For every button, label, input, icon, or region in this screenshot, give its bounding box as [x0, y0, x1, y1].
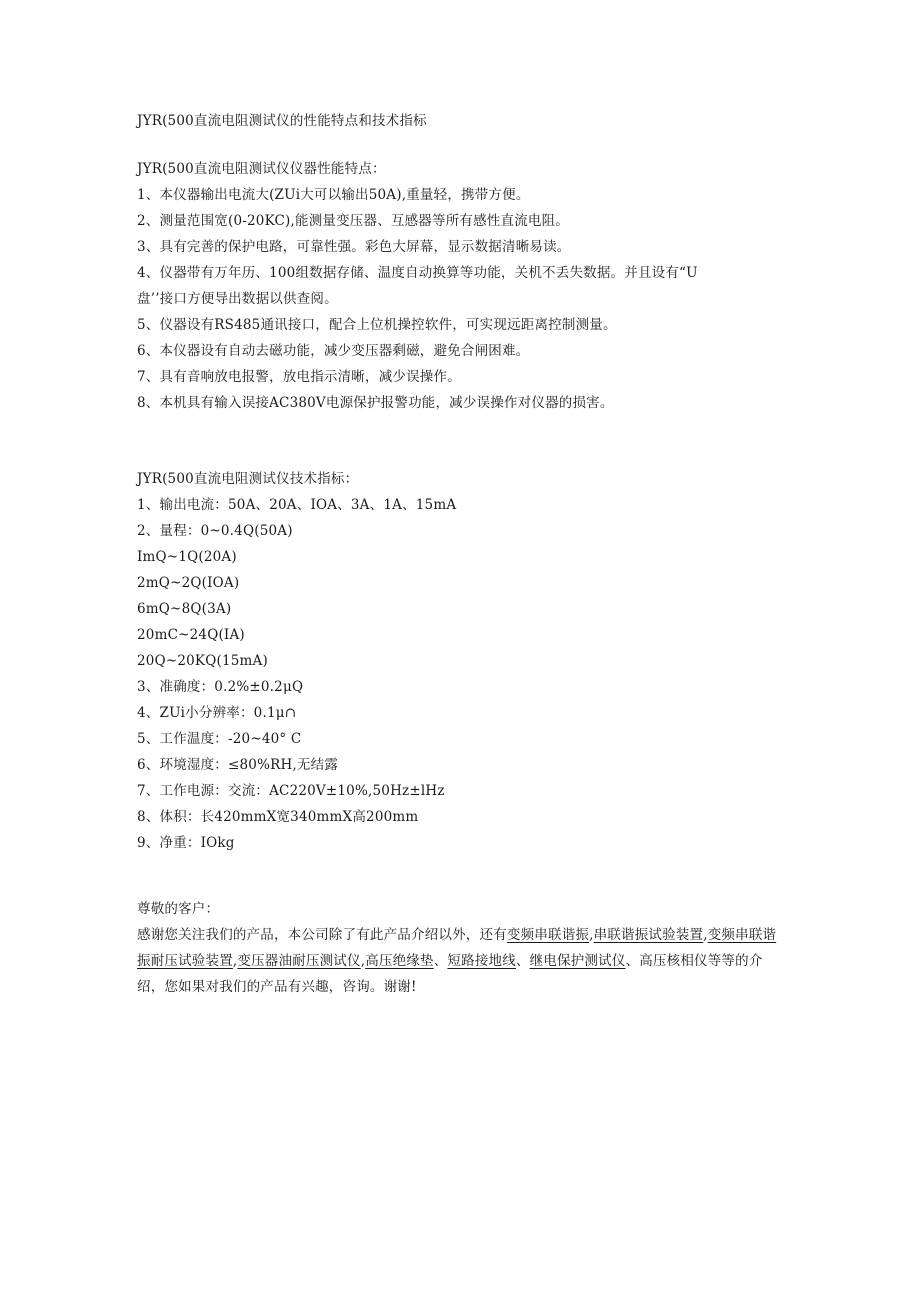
- document-page: [137, 108, 787, 1000]
- spec-range-item: ImQ~1Q(20A): [137, 549, 237, 565]
- feature-item: 8、本机具有输入误接AC380V电源保护报警功能，减少误操作对仪器的损害。: [137, 395, 614, 411]
- link-short-circuit-ground-wire[interactable]: 短路接地线: [447, 953, 516, 969]
- separator: ,: [589, 927, 594, 943]
- spec-range-item: 20mC~24Q(IA): [137, 627, 245, 643]
- greeting: 尊敬的客户：: [137, 901, 220, 917]
- closing-paragraph: [137, 922, 787, 1000]
- spec-item: 4、ZUi小分辨率：0.1μ∩: [137, 705, 297, 721]
- document-title: JYR(500直流电阻测试仪的性能特点和技术指标: [137, 113, 427, 129]
- link-high-voltage-insulating-mat[interactable]: 高压绝缘垫: [365, 953, 434, 969]
- feature-item: 3、具有完善的保护电路，可靠性强。彩色大屏幕，显示数据清晰易读。: [137, 239, 571, 255]
- specs-section: [137, 466, 787, 856]
- separator: 、: [433, 953, 448, 969]
- spec-item: 7、工作电源：交流：AC220V±10%,50Hz±lHz: [137, 783, 445, 799]
- spec-range-item: 6mQ~8Q(3A): [137, 601, 232, 617]
- feature-item: 1、本仪器输出电流大(ZUi大可以输出50A),重量轻，携带方便。: [137, 187, 530, 203]
- spec-item: 9、净重：IOkg: [137, 835, 235, 851]
- separator: ,: [232, 953, 238, 969]
- link-transformer-oil-tester[interactable]: 变压器油耐压测试仪: [237, 953, 361, 969]
- link-series-resonance-test-device[interactable]: 串联谐振试验装置: [593, 927, 704, 943]
- link-vf-series-resonance-withstand-device[interactable]: 变频串联谐振耐压试验装置: [137, 927, 777, 969]
- spec-item: 5、工作温度：-20~40° C: [137, 731, 302, 747]
- spec-item: 1、输出电流：50A、20A、IOA、3A、1A、15mA: [137, 497, 457, 513]
- separator: ,: [703, 927, 708, 943]
- feature-item: 4、仪器带有万年历、100组数据存储、温度自动换算等功能，关机不丢失数据。并且设有“U: [137, 265, 698, 281]
- specs-heading: JYR(500直流电阻测试仪技术指标：: [137, 471, 359, 487]
- feature-item: 2、测量范围宽(0-20KC),能测量变压器、互感器等所有感性直流电阻。: [137, 213, 569, 229]
- feature-item: 7、具有音响放电报警，放电指示清晰，减少误操作。: [137, 369, 461, 385]
- feature-item-continuation: 盘’’接口方便导出数据以供查阅。: [137, 291, 338, 307]
- feature-item: 5、仪器设有RS485通讯接口，配合上位机操控软件，可实现远距离控制测量。: [137, 317, 617, 333]
- spec-range-item: 2mQ~2Q(IOA): [137, 575, 240, 591]
- features-heading: JYR(500直流电阻测试仪仪器性能特点：: [137, 161, 386, 177]
- closing-section: [137, 896, 787, 1000]
- closing-intro: 感谢您关注我们的产品，本公司除了有此产品介绍以外，还有: [137, 927, 507, 943]
- spec-item: 8、体积：长420mmX宽340mmX高200mm: [137, 809, 419, 825]
- separator: ,: [360, 953, 366, 969]
- feature-item: 6、本仪器设有自动去磁功能，减少变压器剩磁，避免合闸困难。: [137, 343, 530, 359]
- spec-item: 3、准确度：0.2%±0.2μQ: [137, 679, 304, 695]
- separator: 、: [515, 953, 530, 969]
- closing-outro: 、高压核相仪等等的介绍，您如果对我们的产品有兴趣，咨询。谢谢!: [137, 953, 763, 995]
- features-section: [137, 156, 787, 416]
- spec-item: 6、环境湿度：≤80%RH,无结露: [137, 757, 339, 773]
- link-variable-frequency-series-resonance[interactable]: 变频串联谐振: [506, 927, 590, 943]
- spec-item: 2、量程：0~0.4Q(50A): [137, 523, 293, 539]
- spec-range-item: 20Q~20KQ(15mA): [137, 653, 268, 669]
- link-relay-protection-tester[interactable]: 继电保护测试仪: [529, 953, 626, 969]
